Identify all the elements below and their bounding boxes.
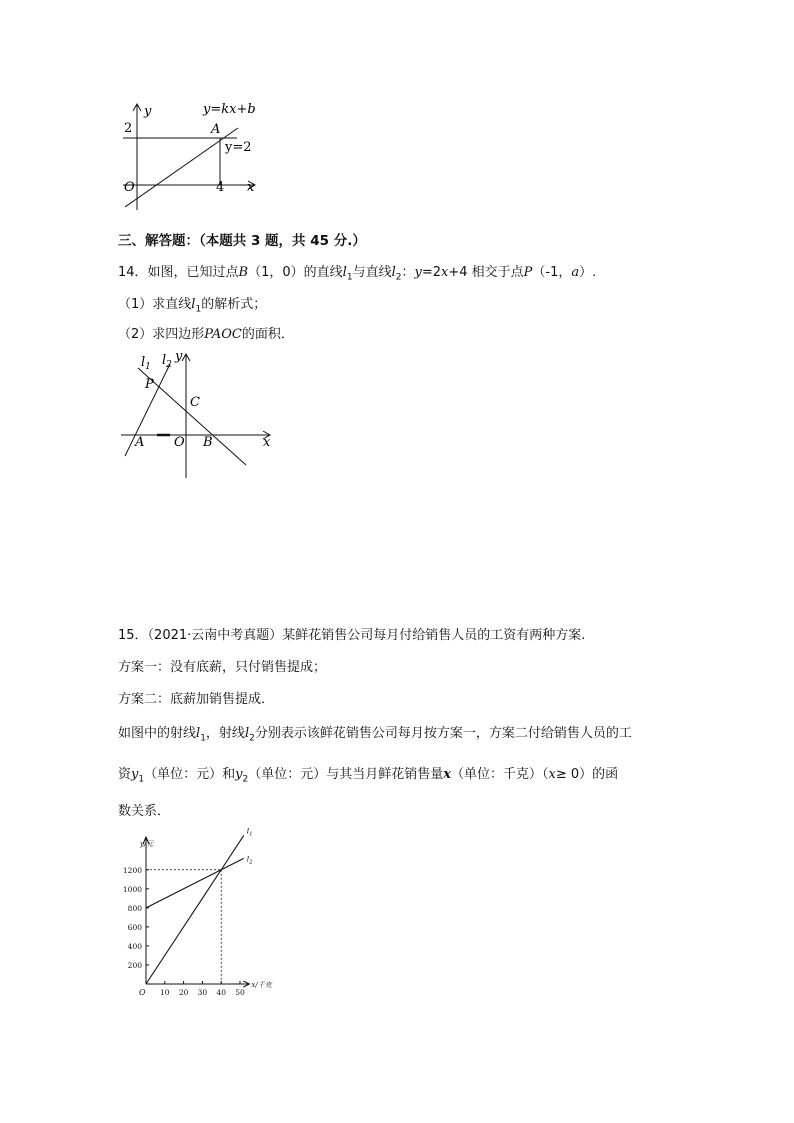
- l2-label: $l_2$: [162, 353, 172, 370]
- equation-label: y=kx+b: [203, 102, 256, 117]
- l1-label: $l_1$: [141, 355, 151, 372]
- hline-label: y=2: [225, 140, 252, 155]
- line-l1: [138, 368, 246, 465]
- q15-desc-line2: 资$y_1$（单位：元）和$y_2$（单位：元）与其当月鲜花销售量x（单位：千克）（x≥ 0）的函: [118, 767, 619, 785]
- line-kxb: [125, 128, 238, 207]
- chart-ylabel: y/元: [140, 840, 154, 848]
- x-tick-label-50: 50: [235, 988, 245, 997]
- y-tick-label-1200: 1200: [122, 865, 142, 875]
- y-tick-label-400: 400: [127, 941, 142, 951]
- x-tick-label-10: 10: [160, 988, 170, 997]
- a-label: A: [135, 435, 145, 450]
- q14-stem: 14．如图，已知过点B（1，0）的直线$l_1$与直线$l_2$：y=2x+4 相交于点P（-1，a）.: [118, 265, 597, 283]
- salary-chart: [110, 826, 300, 1004]
- q15-desc-line1: 如图中的射线$l_1$，射线$l_2$分别表示该鲜花销售公司每月按方案一，方案二付给销售人员的工: [118, 726, 632, 744]
- y-tick-label-600: 600: [127, 922, 142, 932]
- q15-plan1: 方案一：没有底薪，只付销售提成；: [118, 660, 327, 675]
- series-line-l2: [146, 858, 244, 908]
- series-line-l1: [146, 835, 244, 984]
- y-tick-label-800: 800: [127, 903, 142, 913]
- point-a-label: A: [211, 122, 221, 137]
- origin-label: O: [124, 180, 135, 195]
- x-label: x: [263, 435, 271, 450]
- q15-plan2: 方案二：底薪加销售提成．: [118, 692, 275, 707]
- o-label: O: [174, 435, 185, 450]
- x-tick-4: 4: [216, 180, 225, 195]
- q14-part2: （2）求四边形PAOC的面积．: [118, 327, 294, 342]
- series-label-l1: $l_1$: [246, 826, 253, 838]
- section-heading: 三、解答题：（本题共 3 题，共 45 分.）: [118, 233, 366, 249]
- x-axis-label: x: [247, 180, 255, 195]
- b-label: B: [203, 435, 213, 450]
- chart-origin-label: O: [139, 988, 146, 997]
- q15-desc-line3: 数关系．: [118, 804, 171, 819]
- figure-q14: [115, 348, 285, 483]
- y-tick-label-200: 200: [127, 960, 142, 970]
- y-tick-2: 2: [124, 121, 133, 136]
- chart-xlabel: x/千克: [251, 981, 272, 989]
- x-tick-label-20: 20: [178, 988, 189, 997]
- figure-linear-kxb: [115, 98, 265, 216]
- y-label: y: [175, 349, 183, 364]
- x-tick-label-30: 30: [197, 988, 208, 997]
- y-axis-label: y: [144, 104, 152, 119]
- c-label: C: [190, 395, 200, 410]
- p-label: P: [145, 377, 154, 392]
- x-tick-label-40: 40: [216, 988, 226, 997]
- q15-stem: 15．（2021·云南中考真题）某鲜花销售公司每月付给销售人员的工资有两种方案.: [118, 628, 586, 643]
- y-tick-label-1000: 1000: [122, 884, 142, 894]
- series-label-l2: $l_2$: [246, 854, 253, 866]
- q14-part1: （1）求直线$l_1$的解析式；: [118, 297, 267, 315]
